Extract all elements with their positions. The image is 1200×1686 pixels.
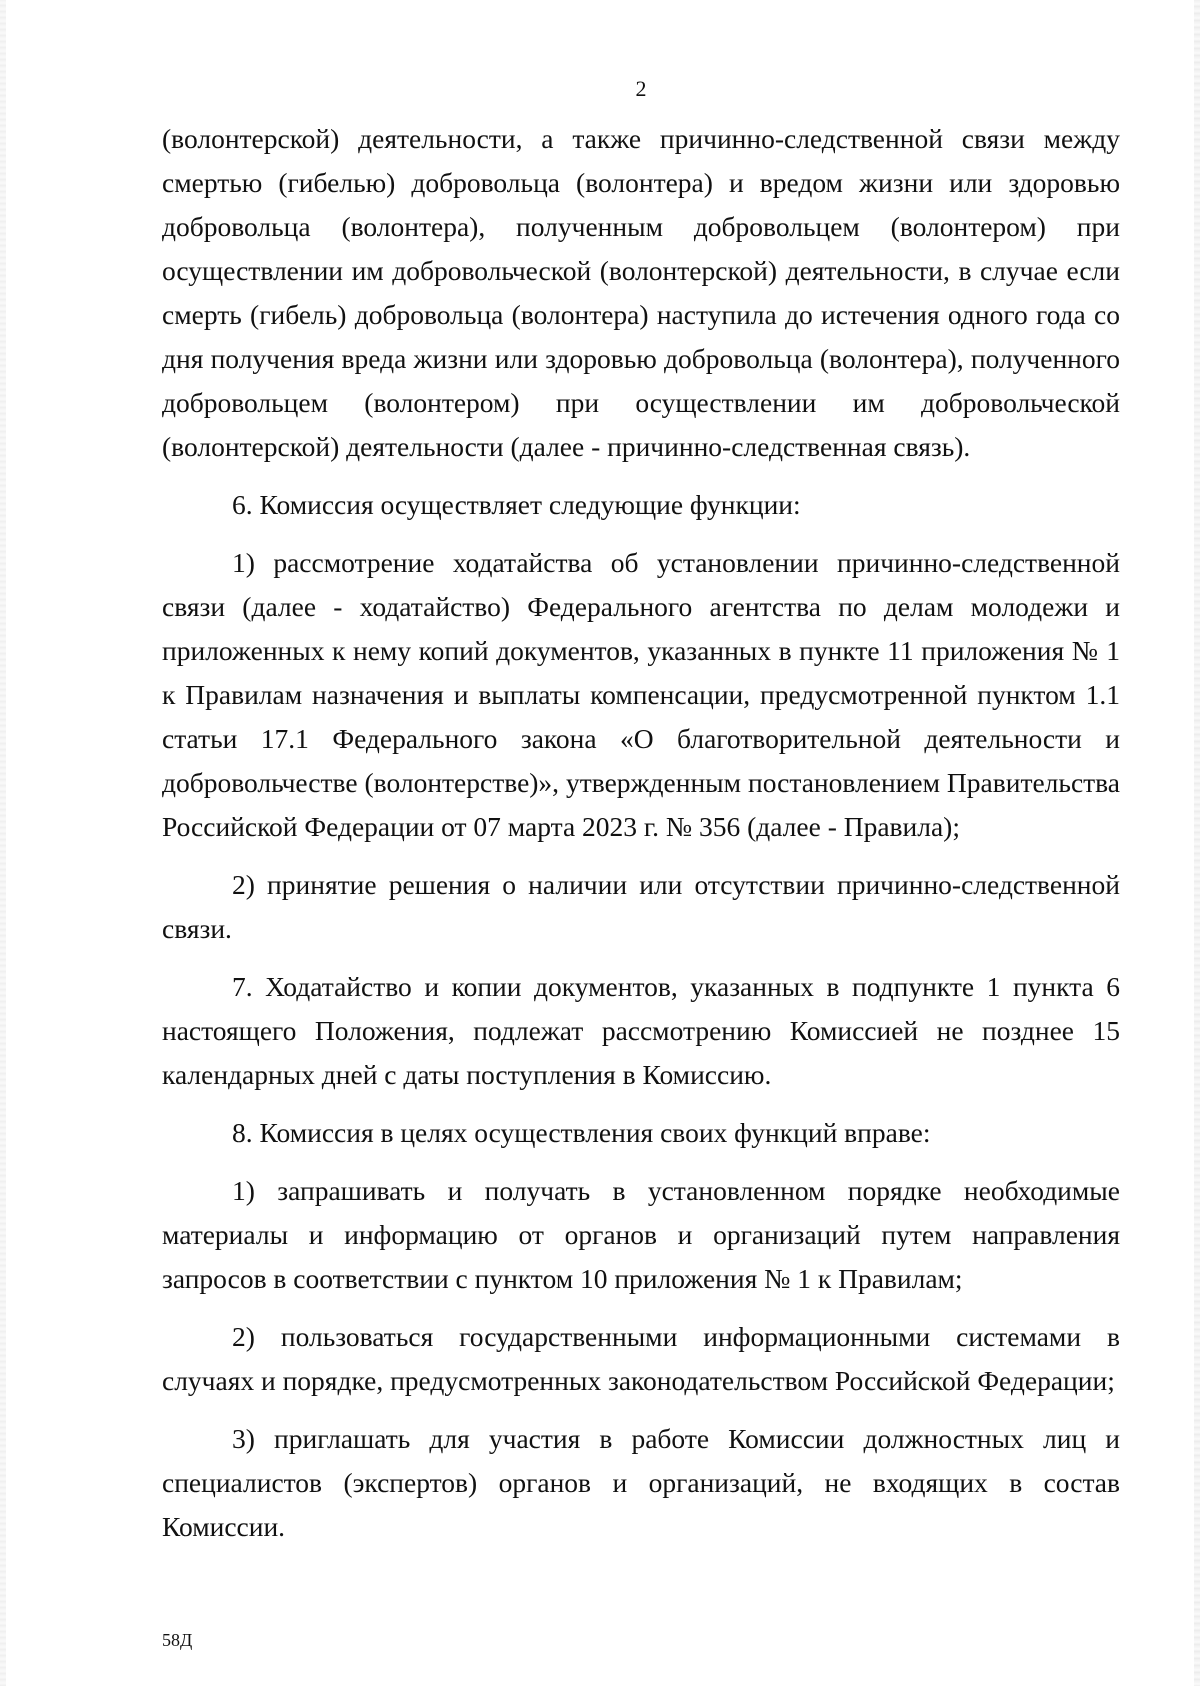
- paragraph-item-8-1: 1) запрашивать и получать в установленном порядке необходимые материалы и информацию от органов и организаций путем направления запросов в соответствии с пунктом 10 приложения № 1 к Правилам;: [162, 1175, 1120, 1294]
- scan-edge-left: [0, 0, 6, 1686]
- paragraph-continuation: (волонтерской) деятельности, а также причинно-следственной связи между смертью (гибелью) добровольца (волонтера) и вредом жизни или здоровью добровольца (волонтера), полученным добровольцем (волонтером) при осуществлении им добровольческой (волонтерской) деятельности, в случае если смерть (гибель) добровольца (волонтера) наступила до истечения одного года со дня получения вреда жизни или здоровью добровольца (волонтера), полученного добровольцем (волонтером) при осуществлении им добровольческой (волонтерской) деятельности (далее - причинно-следственная связь).: [162, 123, 1120, 462]
- document-body: [162, 117, 1120, 1549]
- paragraph-item-6: 6. Комиссия осуществляет следующие функции:: [232, 489, 801, 520]
- footer-code: 58Д: [162, 1630, 193, 1650]
- paragraph-item-8: 8. Комиссия в целях осуществления своих функций вправе:: [232, 1117, 931, 1148]
- paragraph-item-6-1: 1) рассмотрение ходатайства об установлении причинно-следственной связи (далее - ходатайство) Федерального агентства по делам молодежи и приложенных к нему копий документов, указанных в пункте 11 приложения № 1 к Правилам назначения и выплаты компенсации, предусмотренной пунктом 1.1 статьи 17.1 Федерального закона «О благотворительной деятельности и добровольчестве (волонтерстве)», утвержденным постановлением Правительства Российской Федерации от 07 марта 2023 г. № 356 (далее - Правила);: [162, 547, 1120, 842]
- paragraph-item-8-3: 3) приглашать для участия в работе Комиссии должностных лиц и специалистов (экспертов) органов и организаций, не входящих в состав Комиссии.: [162, 1423, 1120, 1542]
- paragraph-item-6-2: 2) принятие решения о наличии или отсутствии причинно-следственной связи.: [162, 869, 1120, 944]
- scan-edge-right: [1194, 0, 1200, 1686]
- paragraph-item-8-2: 2) пользоваться государственными информационными системами в случаях и порядке, предусмотренных законодательством Российской Федерации;: [162, 1321, 1120, 1396]
- page-number: 2: [635, 76, 647, 101]
- paragraph-item-7: 7. Ходатайство и копии документов, указанных в подпункте 1 пункта 6 настоящего Положения, подлежат рассмотрению Комиссией не позднее 15 календарных дней с даты поступления в Комиссию.: [162, 971, 1120, 1090]
